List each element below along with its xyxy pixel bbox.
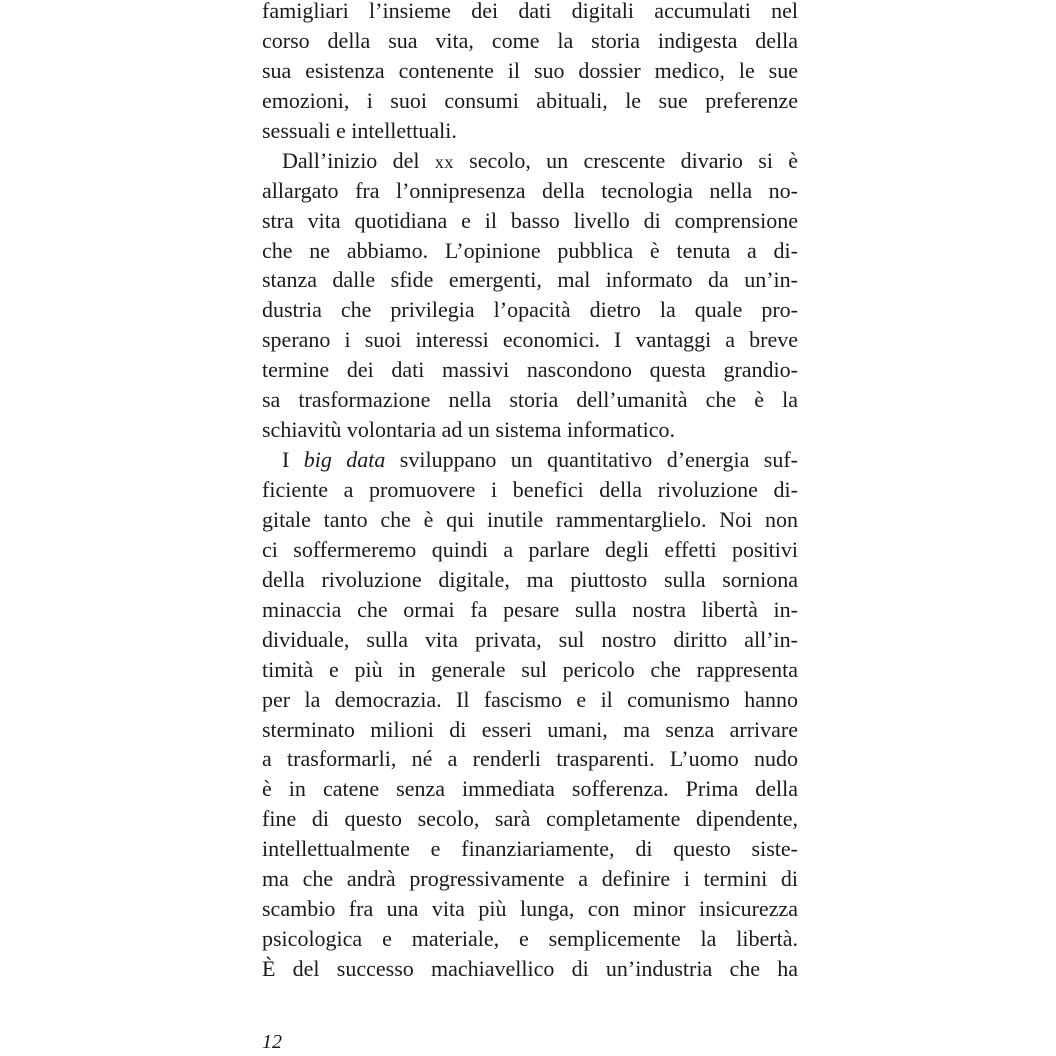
century-numeral: xx xyxy=(434,151,454,172)
text-line: Dall’inizio del xx secolo, un crescente divario si è xyxy=(282,147,799,173)
page-number: 12 xyxy=(262,1031,282,1053)
text-line xyxy=(262,445,798,475)
text-line: emozioni, i suoi consumi abituali, le sue preferenze xyxy=(262,87,798,113)
text-line: dividuale, sulla vita privata, sul nostro diritto all’in- xyxy=(262,626,798,652)
text-line: stanza dalle sfide emergenti, mal informato da un’in- xyxy=(262,267,798,293)
text-line: gitale tanto che è qui inutile rammentarglielo. Noi non xyxy=(262,506,798,532)
text-line: fine di questo secolo, sarà completamente dipendente, xyxy=(262,806,798,832)
text-line: schiavitù volontaria ad un sistema informatico. xyxy=(262,417,676,443)
text-line: sua esistenza contenente il suo dossier medico, le sue xyxy=(262,57,798,83)
text-line: che ne abbiamo. L’opinione pubblica è tenuta a di- xyxy=(262,237,798,263)
text-line: è in catene senza immediata sofferenza. Prima della xyxy=(262,776,798,802)
text-line: scambio fra una vita più lunga, con minor insicurezza xyxy=(262,896,798,922)
text-line: ficiente a promuovere i benefici della rivoluzione di- xyxy=(262,477,798,502)
text-line: allargato fra l’onnipresenza della tecnologia nella no- xyxy=(262,177,798,203)
text-segment: I xyxy=(282,447,304,473)
text-line: ci soffermeremo quindi a parlare degli effetti positivi xyxy=(262,536,798,562)
text-line: intellettualmente e finanziariamente, di questo siste- xyxy=(262,836,798,862)
text-line: sessuali e intellettuali. xyxy=(262,117,457,143)
text-line: famigliari l’insieme dei dati digitali accumulati nel xyxy=(262,0,798,23)
text-line: sperano i suoi interessi economici. I vantaggi a breve xyxy=(262,327,798,353)
text-line: È del successo machiavellico di un’industria che ha xyxy=(262,956,798,981)
italic-term: big data xyxy=(303,447,386,473)
text-line: psicologica e materiale, e semplicemente la libertà. xyxy=(262,926,798,952)
text-segment: sviluppano un quantitativo d’energia suf- xyxy=(385,447,798,473)
text-line: minaccia che ormai fa pesare sulla nostra libertà in- xyxy=(262,596,798,622)
text-line: a trasformarli, né a renderli trasparenti. L’uomo nudo xyxy=(262,746,798,772)
body-text xyxy=(262,0,798,984)
text-line: dustria che privilegia l’opacità dietro la quale pro- xyxy=(262,297,798,323)
text-line: stra vita quotidiana e il basso livello di comprensione xyxy=(262,207,798,233)
text-line: sa trasformazione nella storia dell’umanità che è la xyxy=(262,387,798,413)
text-line: corso della sua vita, come la storia indigesta della xyxy=(262,27,798,53)
text-line: della rivoluzione digitale, ma piuttosto sulla sorniona xyxy=(262,566,798,592)
text-line: ma che andrà progressivamente a definire i termini di xyxy=(262,866,798,892)
text-line: termine dei dati massivi nascondono questa grandio- xyxy=(262,357,798,383)
text-line: per la democrazia. Il fascismo e il comunismo hanno xyxy=(262,686,798,712)
text-line: timità e più in generale sul pericolo che rappresenta xyxy=(262,656,798,682)
text-line: sterminato milioni di esseri umani, ma senza arrivare xyxy=(262,716,798,742)
